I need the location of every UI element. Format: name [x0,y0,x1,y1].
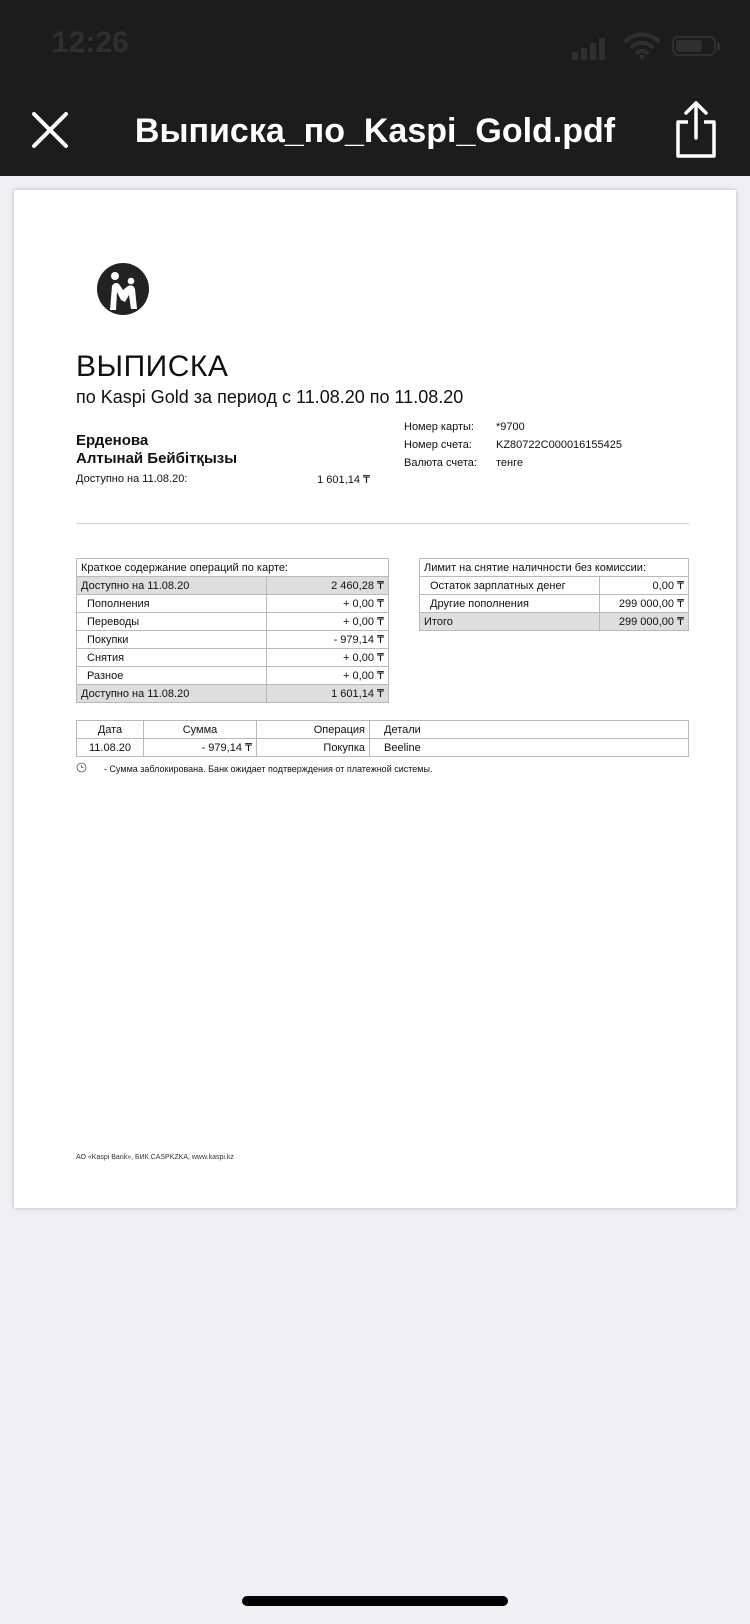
table-row [77,595,389,613]
account-holder [76,432,237,468]
clock-icon [76,762,87,773]
limit-caption: Лимит на снятие наличности без комиссии: [420,559,689,577]
tx-details: Beeline [370,739,689,757]
summary-label: Снятия [77,649,267,667]
summary-label: Пополнения [77,595,267,613]
divider [76,523,689,524]
header-date: Дата [77,721,144,739]
account-number-value: KZ80722C000016155425 [496,439,623,451]
summary-value: + 0,00 ₸ [267,595,389,613]
header-amount: Сумма [144,721,257,739]
currency-row [404,457,523,469]
summary-table [76,558,389,703]
close-icon[interactable] [28,108,72,152]
holder-surname: Ерденова [76,432,149,449]
table-row [77,577,389,595]
tx-amount: - 979,14 ₸ [144,739,257,757]
tx-operation: Покупка [257,739,370,757]
account-number-label: Номер счета: [404,439,472,451]
table-row [77,685,389,703]
limit-value: 0,00 ₸ [600,577,689,595]
header-details: Детали [370,721,689,739]
statement-heading: ВЫПИСКА [76,350,229,383]
header-operation: Операция [257,721,370,739]
summary-label: Доступно на 11.08.20 [77,577,267,595]
table-row [420,595,689,613]
limit-value: 299 000,00 ₸ [600,595,689,613]
summary-label: Доступно на 11.08.20 [77,685,267,703]
table-row [420,613,689,631]
table-row [77,739,689,757]
card-number-label: Номер карты: [404,421,474,433]
bank-footer: АО «Kaspi Bank», БИК CASPKZKA, www.kaspi.kz [76,1154,234,1161]
summary-label: Покупки [77,631,267,649]
blocked-amount-note: - Сумма заблокирована. Банк ожидает подтверждения от платежной системы. [104,764,433,774]
statement-period: по Kaspi Gold за период с 11.08.20 по 11.08.20 [76,387,464,407]
card-number-value: *9700 [496,421,525,433]
kaspi-logo [96,262,150,316]
summary-value: + 0,00 ₸ [267,613,389,631]
status-icons [572,32,722,60]
account-number-row [404,439,623,451]
summary-value: - 979,14 ₸ [267,631,389,649]
pdf-page [14,190,736,1208]
table-row [77,631,389,649]
summary-value: + 0,00 ₸ [267,667,389,685]
currency-value: тенге [496,457,523,469]
tx-date: 11.08.20 [77,739,144,757]
home-indicator[interactable] [242,1596,508,1606]
summary-value: 2 460,28 ₸ [267,577,389,595]
limit-label: Другие пополнения [420,595,600,613]
limit-table [419,558,689,631]
share-icon[interactable] [674,100,718,158]
card-number-row [404,421,525,433]
status-time: 12:26 [52,26,129,59]
cellular-signal-icon [572,38,612,60]
wifi-icon [624,32,660,60]
limit-label: Итого [420,613,600,631]
available-value: 1 601,14 ₸ [317,474,370,486]
table-row [77,667,389,685]
summary-value: + 0,00 ₸ [267,649,389,667]
table-row [77,613,389,631]
limit-label: Остаток зарплатных денег [420,577,600,595]
holder-given-name: Алтынай Бейбітқызы [76,450,238,467]
table-row [77,649,389,667]
summary-label: Переводы [77,613,267,631]
limit-value: 299 000,00 ₸ [600,613,689,631]
battery-icon [672,36,716,56]
transactions-table [76,720,689,757]
summary-label: Разное [77,667,267,685]
summary-value: 1 601,14 ₸ [267,685,389,703]
table-header-row [77,721,689,739]
table-row [420,577,689,595]
top-bar [0,0,750,176]
document-title: Выписка_по_Kaspi_Gold.pdf [134,112,616,150]
available-label: Доступно на 11.08.20: [76,473,188,485]
summary-caption: Краткое содержание операций по карте: [77,559,389,577]
currency-label: Валюта счета: [404,457,477,469]
